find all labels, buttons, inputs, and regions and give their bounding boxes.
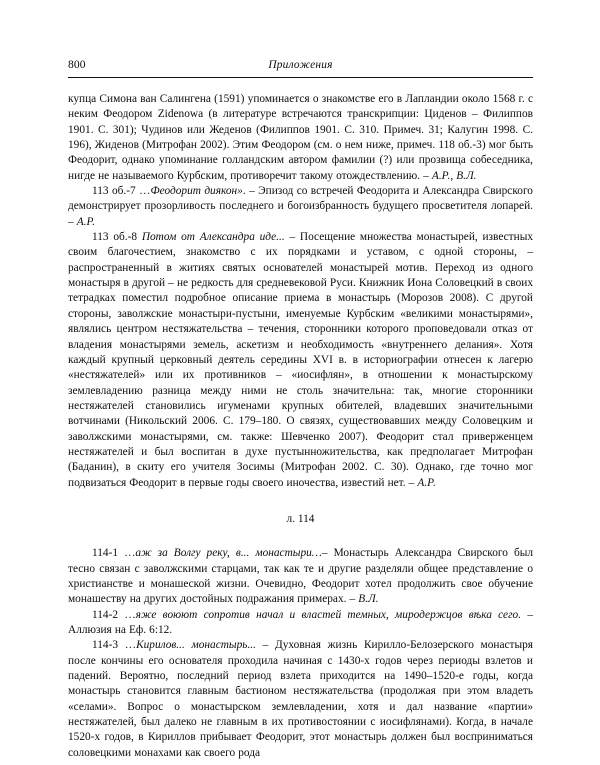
text-run: 113 об.-8	[92, 231, 142, 244]
italic-run: А.Р.	[417, 476, 436, 489]
body-text	[68, 92, 533, 761]
paragraph-113ob-7	[68, 184, 533, 230]
running-head-title: Приложения	[268, 59, 333, 71]
text-run: – Посещение множества монастырей, известных своим благочестием, знакомство с их порядками и уставом, с одной стороны, – распространенный в житиях святых основателей монастырей мотив. Переход из одного монастыря в другой – не редкость для средневековой Руси. Книжник Иона Соловецкий в своих тетрадках поместил подробное описание приема в монастырь (Морозов 2008). С другой стороны, заволжские монастыри-пустыни, именуемые Курбским «великими монастырями», являлись центром нестяжательства – течения, сторонники которого проповедовали отказ от владения монастырями земель, аскетизм и необходимость «внутреннего делания». Хотя каждый крупный церковный деятель середины XVI в. в историографии отнесен к лагерю «нестяжателей» или их противников – «иосифлян», в отношении к монастырскому землевладению разница между ними не столь значительна: так, многие сторонники нестяжателей становились игуменами крупных обителей, владевших значительными вотчинами (Никольский 2006. С. 179–180. О связях, существовавших между Соловецким и заволжскими монастырями, см. также: Шевченко 2007). Феодорит стал приверженцем нестяжателей и был воспитан в духе пустынножительства, как предполагает Митрофан (Баданин), в скиту его учителя Зосимы (Митрофан 2002. С. 30). Однако, где точно мог подвизаться Феодорит в первые годы своего иночества, известий нет. –	[68, 231, 533, 489]
spacer-after-leaf-heading	[68, 527, 533, 546]
running-head	[68, 56, 533, 76]
text-run: купца Симона ван Салингена (1591) упоминается о знакомстве его в Лапландии около 1568 г. с неким Феодором Zidenowa (в литературе встречаются транскрипции: Циденов – Филиппов 1901. С. 301); Чудинов или Жеденов (Филиппов 1901. С. 310. Примеч. 31; Калугин 1998. С. 196), Жиденов (Митрофан 2002). Этим Феодором (см. о нем ниже, примеч. 118 об.-3) мог быть Феодорит, однако упоминание голландским автором фамилии (?) или прозвища собеседника, нигде не называемого Курбским, противоречит такому отождествлению. –	[68, 93, 533, 182]
paragraph-113ob-8	[68, 230, 533, 491]
italic-run: А.Р., В.Л.	[431, 169, 477, 182]
italic-run: Феодорит диякон»	[150, 185, 243, 198]
italic-run: яже воюют сопротив начал и властей темных, миродержцов вѣка сего.	[135, 608, 522, 621]
header-rule	[68, 77, 533, 78]
paragraph-114-1	[68, 546, 533, 607]
italic-run: А.Р.	[76, 215, 96, 228]
text-run: 114-2 …	[92, 608, 136, 621]
text-run: 114-1 …	[92, 547, 136, 560]
italic-run: В.Л.	[358, 593, 379, 606]
text-run: 114-3 …	[92, 639, 137, 652]
page-folio-number: 800	[68, 58, 86, 71]
italic-run: Кирилов... монастырь...	[136, 639, 256, 652]
italic-run: Потом от Александра иде...	[141, 231, 285, 244]
paragraph-114-3	[68, 638, 533, 761]
text-run: – Духовная жизнь Кирилло-Белозерского монастыря после кончины его основателя проходила начиная с 1430-х годов через периоды взлетов и падений. Вероятно, последний период взлета приходится на 1490–1520-е годы, когда монастырь становится главным бастионом нестяжательства (продолжая при этом владеть «селами». Вопрос о монастырском землевладении, хотя и дал название «партии» нестяжателей, был далеко не главным в их противостоянии с иосифлянами). Когда, в начале 1520-х годов, в Кириллов прибывает Феодорит, этот монастырь должен был восприниматься соловецкими монахами как своего рода	[68, 639, 534, 759]
paragraph-114-2	[68, 608, 533, 639]
text-run: 113 об.-7 …	[92, 185, 151, 198]
leaf-heading: л. 114	[286, 512, 315, 525]
text-run: – Монастырь Александра Свирского был тесно связан с заволжскими старцами, так как те и другие разделяли общее представление о христианстве и монашеской жизни. Очевидно, Феодорит хотел продолжить свое обучение монашеству на других достойных подражания примерах. –	[68, 547, 533, 606]
spacer-before-leaf-heading	[68, 491, 533, 512]
italic-run: аж за Волгу реку, в... монастыри…	[135, 547, 322, 560]
paragraph-continuation	[68, 92, 533, 184]
text-run: . – Эпизод со встречей Феодорита и Александра Свирского демонстрирует прозорливость последнего и богоизбранность будущего просветителя лопарей. –	[68, 185, 533, 228]
text-column	[68, 56, 533, 761]
text-run: – Аллюзия на Еф. 6:12.	[68, 608, 533, 636]
